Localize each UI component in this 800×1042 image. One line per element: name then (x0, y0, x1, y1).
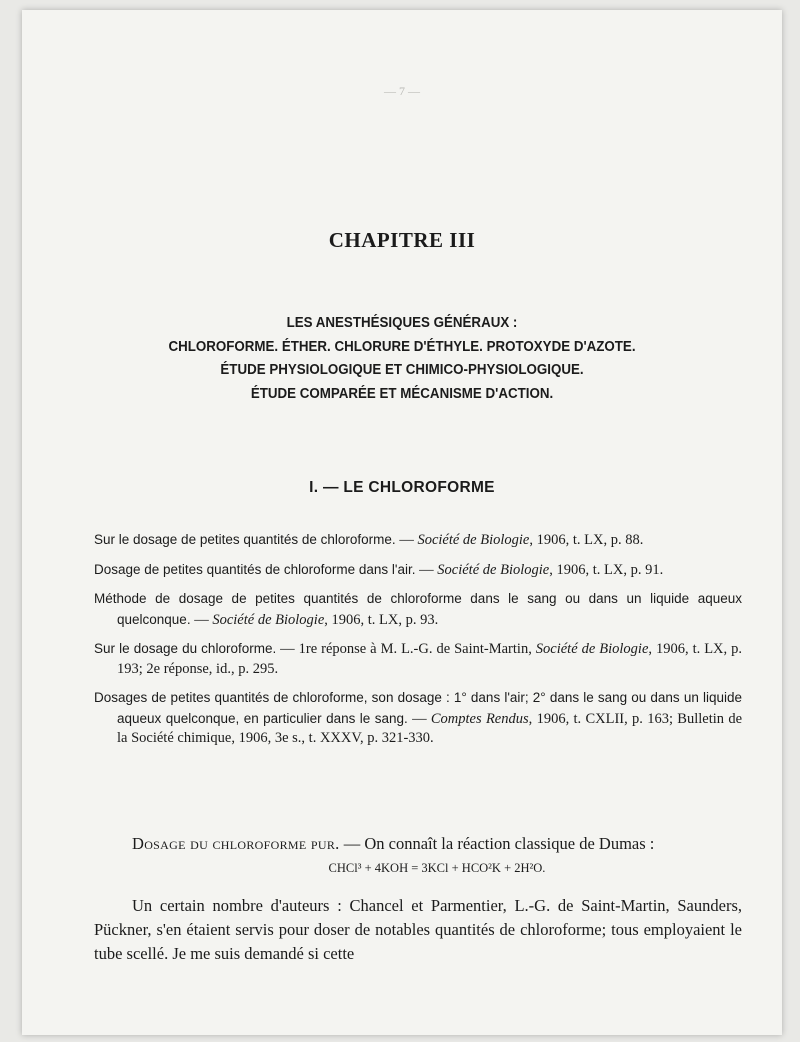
subtitle-line: CHLOROFORME. ÉTHER. CHLORURE D'ÉTHYLE. PROTOXYDE D'AZOTE. (168, 338, 636, 355)
paragraph: Un certain nombre d'auteurs : Chancel et Parmentier, L.-G. de Saint-Martin, Saunders, Pückner, s'en étaient servis pour doser de notables quantités de chloroforme; tous employaient le tube scellé. Je me suis demandé si cette (94, 896, 742, 963)
reference-title: Dosage de petites quantités de chloroforme dans l'air. (94, 561, 416, 577)
reference-journal: Société de Biologie (437, 561, 550, 578)
reference-journal: Société de Biologie (417, 532, 530, 548)
reference-separator: — 1re réponse à M. L.-G. de Saint-Martin, (276, 641, 536, 657)
reference-details: , 1906, t. LX, p. 88. (529, 532, 644, 548)
reference-details: , 1906, t. LX, p. 93. (324, 611, 439, 628)
document-page (22, 10, 782, 1035)
body-text (94, 832, 742, 966)
reference-journal: Comptes Rendus (430, 710, 529, 727)
reference-separator: — (407, 710, 431, 727)
reference-item (94, 530, 742, 551)
reference-title: Méthode de dosage de petites quantités de chloroforme dans le sang ou dans un liquide aqueux quelconque. (94, 591, 742, 627)
reference-separator: — (415, 561, 438, 578)
reference-details: , 1906, t. CXLII, p. 163; Bulletin de la Société chimique, 1906, 3e s., t. XXXV, p. 321-330. (117, 710, 743, 746)
reference-item (94, 589, 742, 630)
paragraph-text: — On connaît la réaction classique de Dumas : (339, 834, 655, 853)
reference-separator: — (190, 611, 213, 628)
paragraph (94, 832, 742, 856)
chemical-formula: CHCl³ + 4KOH = 3KCl + HCO²K + 2H²O. (328, 861, 546, 875)
reference-details: , 1906, t. LX, p. 91. (549, 561, 664, 578)
reference-title: Dosages de petites quantités de chloroforme, son dosage : 1° dans l'air; 2° dans le sang ou dans un liquide aqueux quelconque, en particulier dans le sang. (94, 690, 742, 726)
subtitle-line: LES ANESTHÉSIQUES GÉNÉRAUX : (286, 315, 518, 331)
chapter-title: CHAPITRE III (328, 228, 476, 252)
page-number: — 7 — (384, 84, 420, 98)
reference-details: , 1906, t. LX, p. 193; 2e réponse, id., p. 295. (117, 641, 742, 677)
subtitle-line: ÉTUDE COMPARÉE ET MÉCANISME D'ACTION. (250, 385, 554, 402)
reference-list (94, 530, 742, 758)
section-heading: I. — LE CHLOROFORME (309, 479, 495, 496)
reference-item (94, 560, 742, 581)
reference-title: Sur le dosage du chloroforme. (94, 641, 277, 656)
subtitle-line: ÉTUDE PHYSIOLOGIQUE ET CHIMICO-PHYSIOLOGIQUE. (220, 362, 584, 378)
reference-item (94, 688, 742, 749)
reference-item (94, 639, 742, 679)
reference-journal: Société de Biologie (212, 611, 325, 628)
reference-title: Sur le dosage de petites quantités de chloroforme. (94, 532, 396, 547)
chapter-subtitles (22, 312, 782, 406)
reference-separator: — (395, 532, 418, 548)
paragraph-lead: Dosage du chloroforme pur. (132, 834, 340, 853)
reference-journal: Société de Biologie (535, 641, 649, 657)
